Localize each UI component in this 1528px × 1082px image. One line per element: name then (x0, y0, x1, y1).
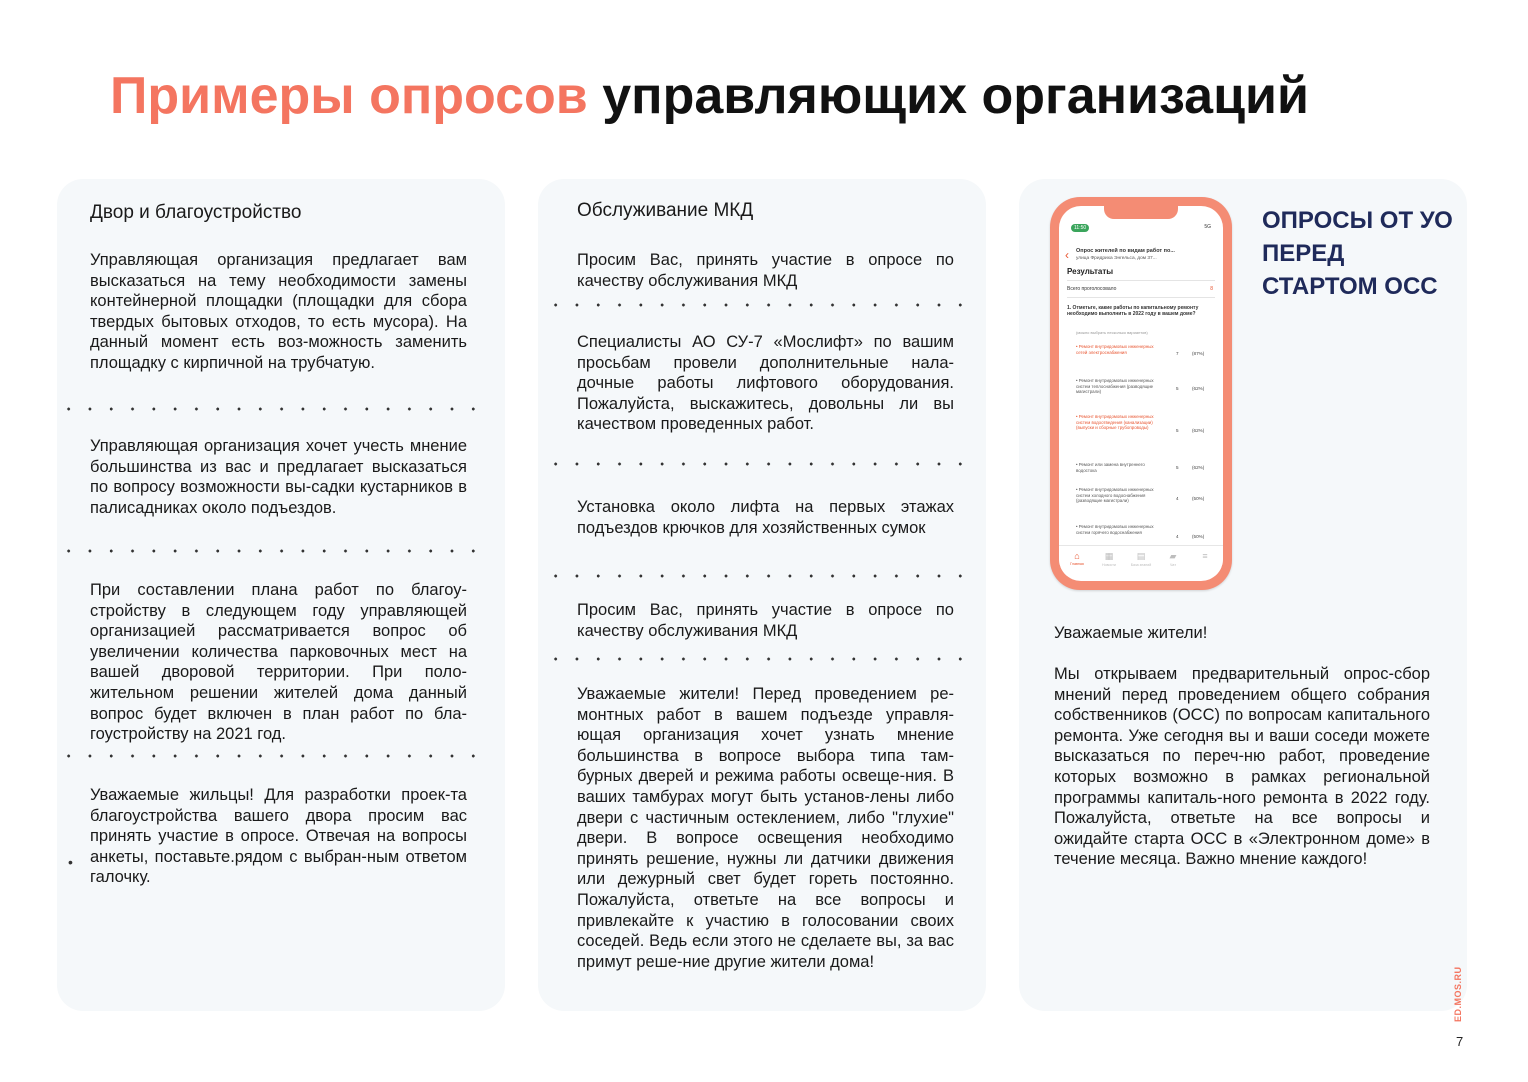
signal-icon: 5G (1204, 224, 1211, 230)
stray-dot: • (68, 854, 73, 870)
phone-tab-bar (1059, 545, 1223, 576)
result-count: 4 (1176, 534, 1179, 539)
result-count: 5 (1176, 386, 1179, 391)
question-text: 1. Отметьте, какие работы по капитальному ремонту необходимо выполнить в 2022 году в вашем доме? (1067, 305, 1199, 318)
survey-title: Опрос жителей по видам работ по... (1076, 248, 1175, 254)
oss-side-heading: ОПРОСЫ ОТ УО ПЕРЕД СТАРТОМ ОСС (1262, 207, 1453, 300)
column-mkd-heading: Обслуживание МКД (577, 200, 754, 221)
votes-count: 8 (1210, 286, 1213, 292)
page-title (110, 66, 1309, 126)
phone-time: 11:50 (1071, 224, 1089, 232)
results-label: Результаты (1067, 267, 1114, 276)
tab-home-label: Главная (1070, 562, 1084, 566)
divider-dots (545, 462, 977, 466)
tab-news-label: Новости (1102, 563, 1116, 567)
result-item: • Ремонт или замена внутреннего водостока (1076, 462, 1145, 473)
yard-paragraph-3: При составлении плана работ по благоу-стройству в следующем году управляющей организацией рассматривается вопрос об увеличении количества парковочных мест на вашей дворовой территории. При поло-жительном решении жителей дома данный вопрос будет включен в план работ по бла-гоустройству на 2021 год. (90, 581, 467, 744)
result-count: 5 (1176, 465, 1179, 470)
tab-news[interactable] (1095, 551, 1123, 567)
result-percent: (62%) (1192, 386, 1205, 391)
question-hint: (можно выбрать несколько вариантов) (1076, 330, 1148, 335)
result-count: 7 (1176, 351, 1179, 356)
phone-screen (1059, 206, 1223, 581)
tab-chat-label: Чат (1170, 563, 1176, 567)
title-accent: Примеры опросов (110, 67, 588, 125)
divider-dots (545, 303, 977, 307)
oss-paragraph: Мы открываем предварительный опрос-сбор мнений перед проведением общего собрания собственников (ОСС) по вопросам капитального ремонта. Уже сегодня вы и ваши соседи можете высказаться по переч-ню работ, проведение которых возможно в рамках региональной программы капиталь-ного ремонта в 2022 году. Пожалуйста, ответьте на все вопросы и ожидайте старта ОСС в «Электронном доме» в течение месяца. Важно мнение каждого! (1054, 665, 1430, 869)
votes-label: Всего проголосовало (1067, 286, 1117, 292)
yard-paragraph-4: Уважаемые жильцы! Для разработки проек-та благоустройства вашего двора просим вас принять участие в опросе. Отвечая на вопросы анкеты, поставьте.рядом с выбран-ным ответом галочку. (90, 786, 467, 887)
news-icon: ▦ (1104, 551, 1114, 561)
tab-chat[interactable] (1159, 551, 1187, 567)
result-percent: (50%) (1192, 534, 1205, 539)
tab-home[interactable] (1063, 551, 1091, 566)
result-item: • Ремонт внутридомовых инженерных сетей электроснабжения (1076, 344, 1154, 355)
divider-dots (58, 407, 490, 411)
tab-knowledge-label: Базa знаний (1130, 563, 1152, 567)
result-item: • Ремонт внутридомовых инженерных систем холодного водоснабжения (разводящие магистрали) (1076, 487, 1154, 504)
site-url: ED.MOS.RU (1453, 966, 1463, 1022)
home-icon: ⌂ (1074, 551, 1080, 561)
result-item: • Ремонт внутридомовых инженерных систем горячего водоснабжения (1076, 524, 1154, 535)
tab-knowledge[interactable] (1127, 551, 1155, 567)
mkd-paragraph-3: Установка около лифта на первых этажах подъездов крючков для хозяйственных сумок (577, 498, 954, 537)
mkd-paragraph-2: Специалисты АО СУ-7 «Мослифт» по вашим просьбам провели дополнительные нала-дочные работы лифтового оборудования. Пожалуйста, выскажитесь, довольны ли вы качеством проведенных работ. (577, 333, 954, 434)
phone-mockup (1050, 197, 1232, 590)
page-number: 7 (1456, 1034, 1464, 1049)
chat-icon: ▰ (1169, 551, 1177, 561)
result-count: 5 (1176, 428, 1179, 433)
oss-greeting: Уважаемые жители! (1054, 624, 1208, 642)
menu-icon: ≡ (1202, 551, 1208, 561)
phone-notch (1104, 206, 1178, 219)
result-percent: (50%) (1192, 496, 1205, 501)
divider-dots (58, 754, 478, 758)
survey-address: улица Фридриха Энгельса, дом 37... (1076, 256, 1157, 261)
result-item: • Ремонт внутридомовых инженерных систем водоотведения (канализации) (выпуски и сборные трубопроводы) (1076, 414, 1154, 431)
divider (1067, 280, 1215, 281)
book-icon: ▤ (1136, 551, 1146, 561)
result-percent: (62%) (1192, 428, 1205, 433)
mkd-paragraph-5: Уважаемые жители! Перед проведением ре-монтных работ в вашем подъезде управля-ющая организация хочет узнать мнение большинства в вопросе выбора типа там-бурных дверей и режима работы освеще-ния. В ваших тамбурах могут быть установ-лены либо двери с частичным остеклением, либо "глухие" двери. В вопросе освещения необходимо принять решение, нужны ли датчики движения или дежурный свет будет гореть постоянно. Пожалуйста, ответьте на все вопросы и привлекайте к участию в голосовании своих соседей. Ведь если этого не сделаете вы, за вас примут реше-ние другие жители дома! (577, 685, 954, 971)
back-chevron-icon[interactable]: ‹ (1065, 248, 1069, 262)
yard-paragraph-1: Управляющая организация предлагает вам высказаться на тему необходимости замены контейнерной площадки (площадки для сбора твердых бытовых отходов, то есть мусора). На данный момент есть воз-можность заменить площадку с кирпичной на трубчатую. (90, 251, 467, 372)
mkd-paragraph-1: Просим Вас, принять участие в опросе по качеству обслуживания МКД (577, 251, 954, 290)
result-count: 4 (1176, 496, 1179, 501)
divider-dots (58, 549, 478, 553)
phone-status-bar (1071, 224, 1211, 232)
tab-menu[interactable] (1191, 551, 1219, 562)
title-rest: управляющих организаций (602, 67, 1309, 125)
divider (1067, 297, 1215, 298)
mkd-paragraph-4: Просим Вас, принять участие в опросе по качеству обслуживания МКД (577, 601, 954, 640)
result-percent: (62%) (1192, 465, 1205, 470)
yard-paragraph-2: Управляющая организация хочет учесть мнение большинства из вас и предлагает высказаться по вопросу возможности вы-садки кустарников в палисадниках около подъездов. (90, 437, 467, 517)
divider-dots (545, 574, 977, 578)
result-item: • Ремонт внутридомовых инженерных систем теплоснабжения (разводящие магистрали) (1076, 378, 1154, 395)
result-percent: (87%) (1192, 351, 1205, 356)
divider-dots (545, 657, 977, 661)
column-yard-heading: Двор и благоустройство (90, 202, 302, 223)
